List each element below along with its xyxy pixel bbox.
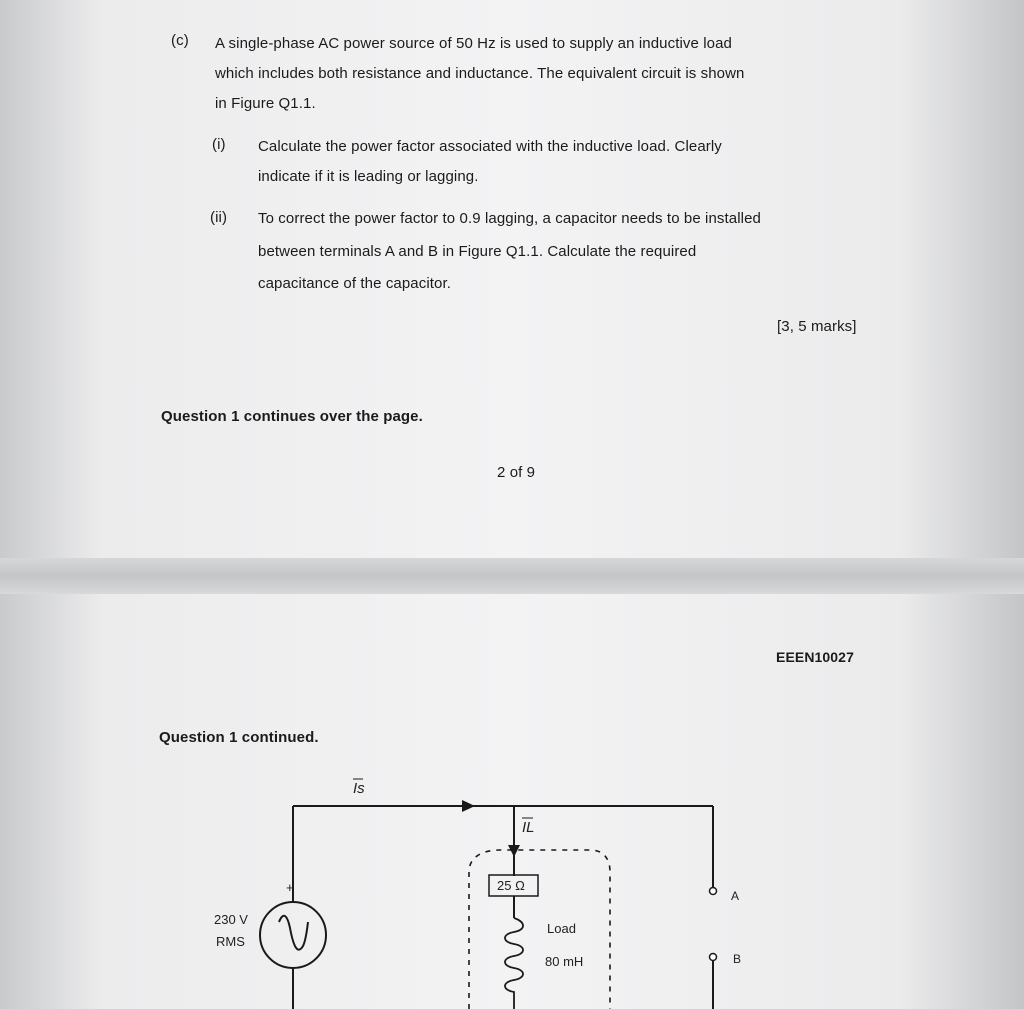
page-number: 2 of 9 (497, 464, 536, 481)
part-c-line-1: A single-phase AC power source of 50 Hz is used to supply an inductive load (215, 35, 732, 52)
sub-i-label: (i) (212, 136, 226, 153)
sub-ii-line-1: To correct the power factor to 0.9 lagging, a capacitor needs to be installed (258, 210, 761, 227)
source-plus-sign: + (286, 880, 294, 895)
resistance-label: 25 Ω (497, 878, 525, 893)
load-enclosure (469, 850, 610, 1009)
terminal-b-label: B (733, 952, 742, 966)
part-c-line-3: in Figure Q1.1. (215, 95, 316, 112)
sub-ii-line-3: capacitance of the capacitor. (258, 275, 452, 292)
source-current-label: Is (353, 780, 365, 797)
marks: [3, 5 marks] (777, 318, 857, 335)
inductor-icon (505, 918, 523, 1009)
continued-heading: Question 1 continued. (159, 729, 319, 746)
source-rms-label: RMS (216, 934, 245, 949)
load-current-arrow-icon (508, 845, 520, 857)
source-voltage-label: 230 V (214, 912, 248, 927)
terminal-a-icon (710, 888, 717, 895)
source-current-arrow-icon (462, 800, 475, 812)
part-c-line-2: which includes both resistance and inductance. The equivalent circuit is shown (215, 65, 745, 82)
load-label: Load (547, 921, 576, 936)
sub-i-line-1: Calculate the power factor associated with the inductive load. Clearly (258, 138, 722, 155)
sub-ii-line-2: between terminals A and B in Figure Q1.1. Calculate the required (258, 243, 697, 260)
terminal-b-icon (710, 954, 717, 961)
sub-i-line-2: indicate if it is leading or lagging. (258, 168, 479, 185)
part-c-label: (c) (171, 32, 189, 49)
inductance-label: 80 mH (545, 954, 584, 969)
sub-ii-label: (ii) (210, 209, 228, 226)
course-code: EEEN10027 (776, 649, 854, 665)
load-current-label: IL (522, 819, 535, 836)
sine-wave-icon (279, 916, 308, 950)
terminal-a-label: A (731, 889, 740, 903)
continues-note: Question 1 continues over the page. (161, 408, 423, 425)
ac-source-icon (260, 902, 326, 968)
